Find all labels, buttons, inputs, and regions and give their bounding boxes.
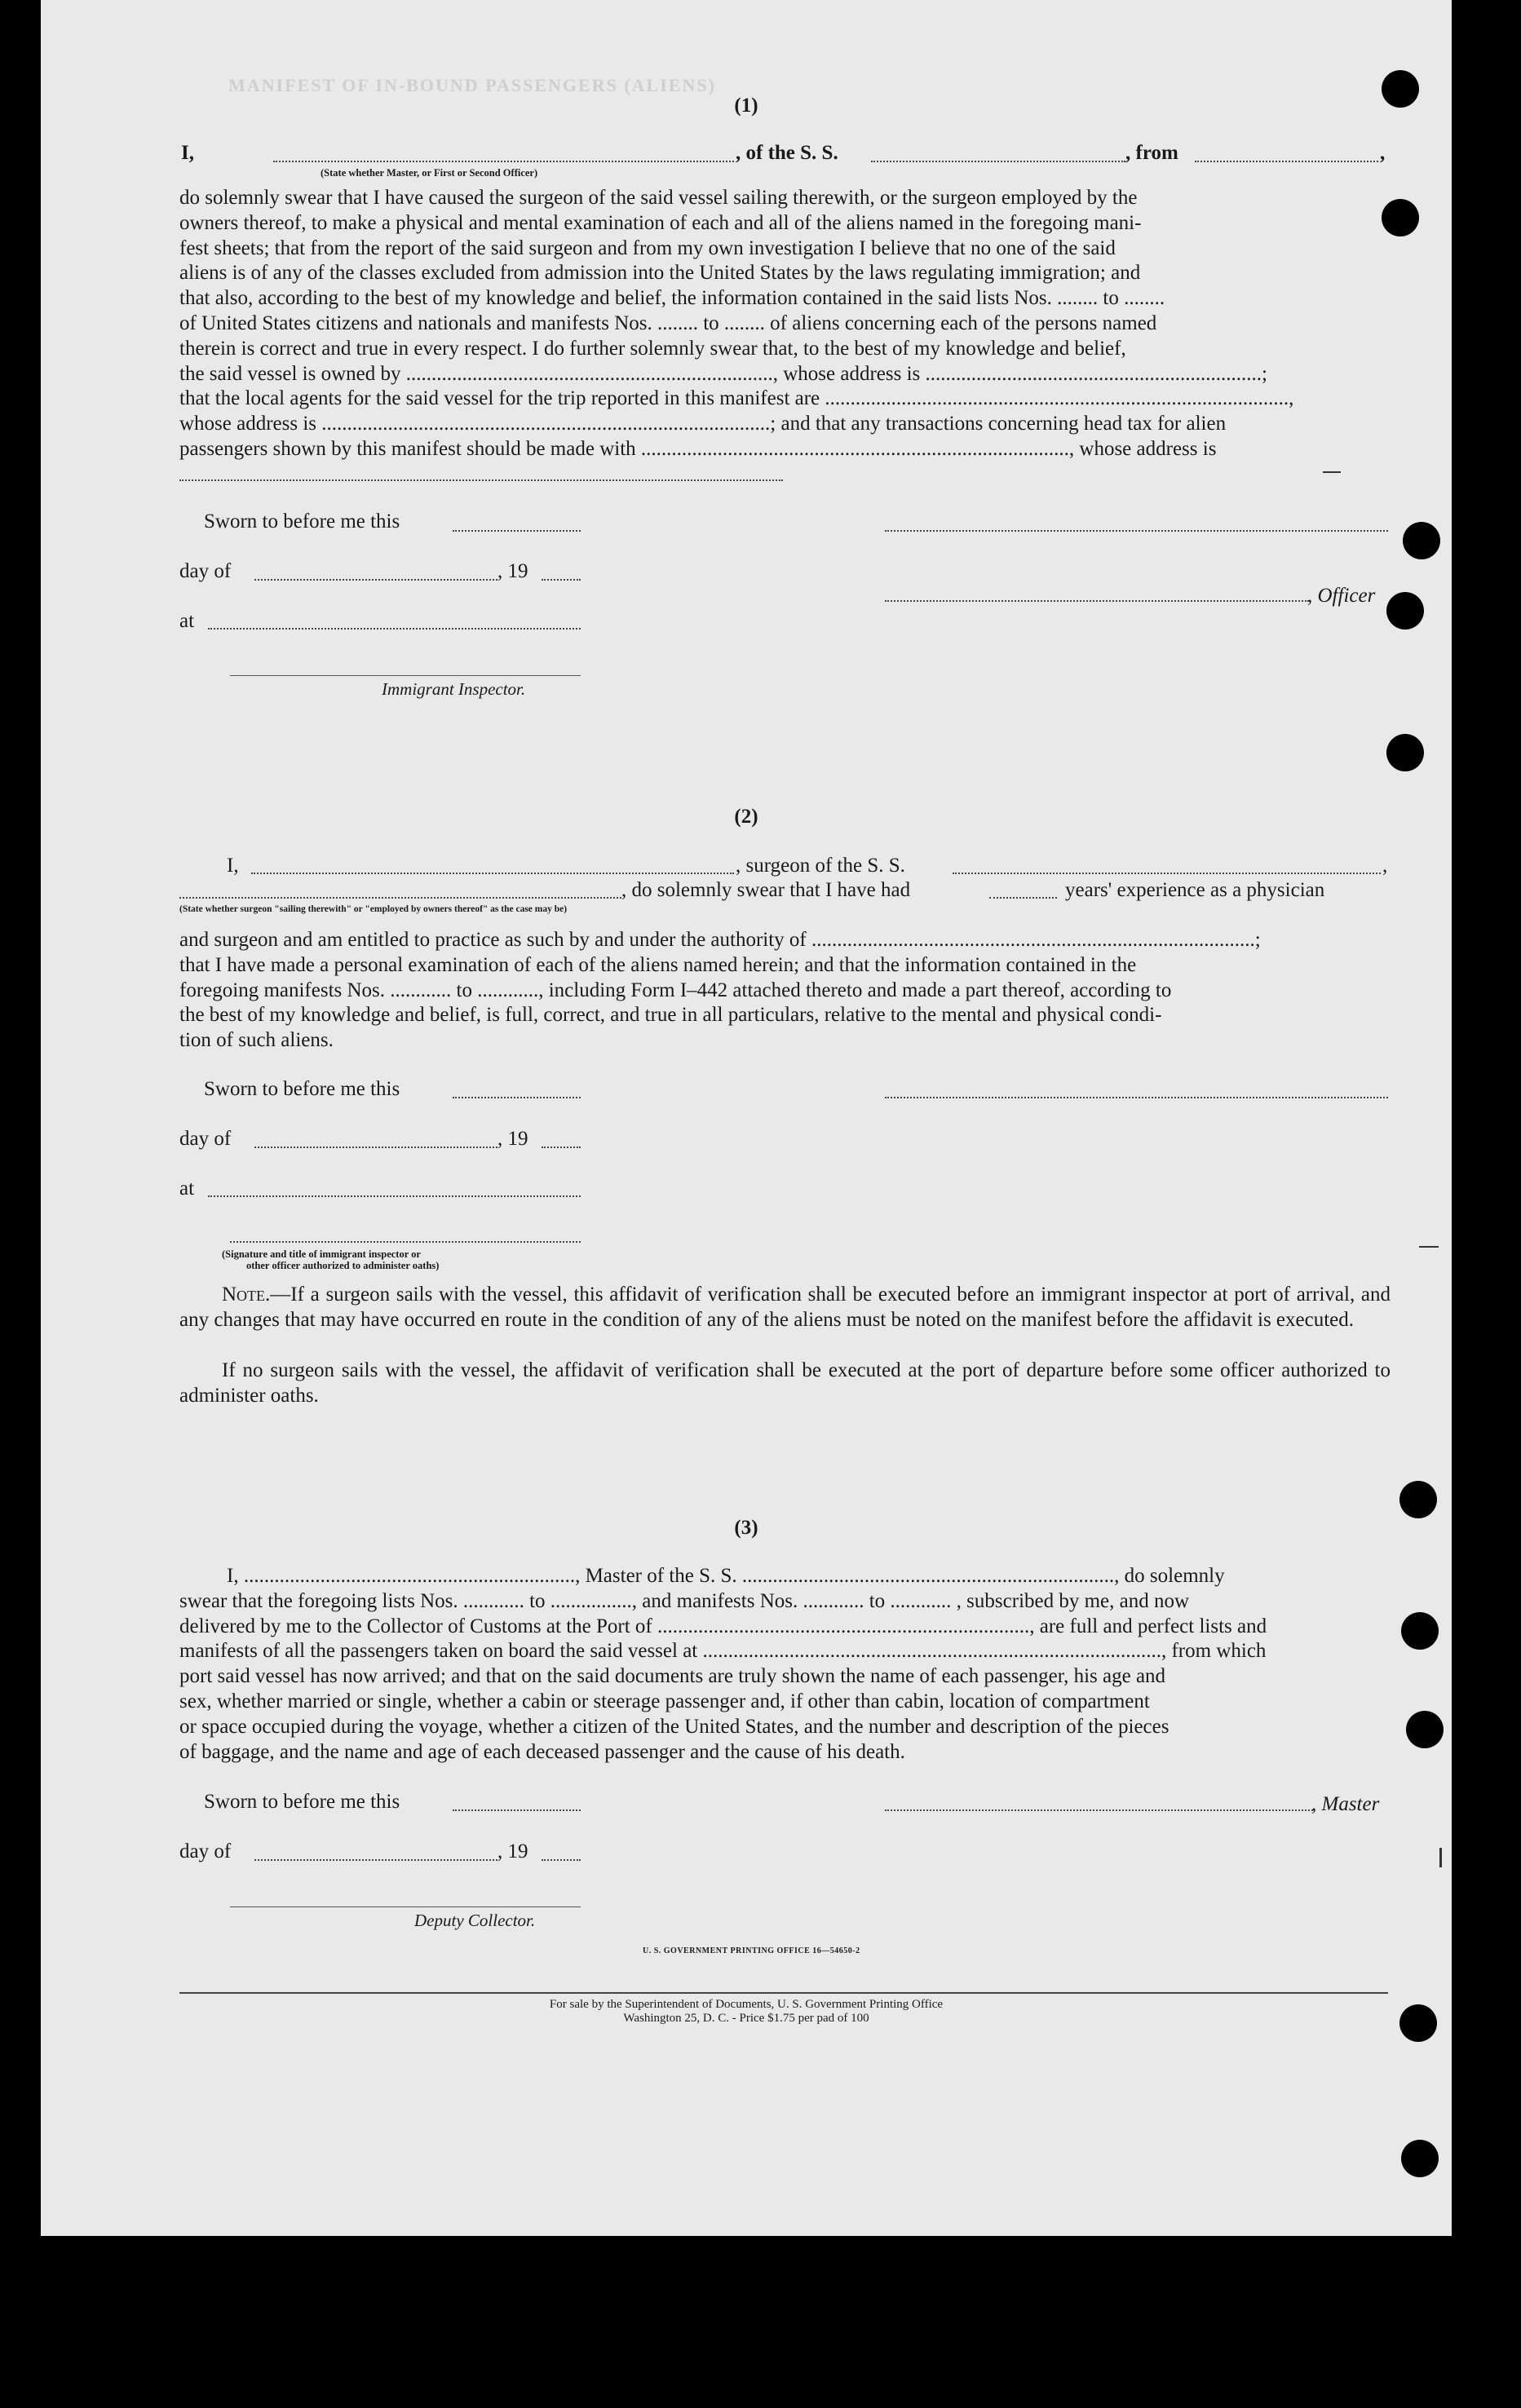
immigrant-inspector-label: Immigrant Inspector. [382,679,526,699]
surgeon-status-note: (State whether surgeon "sailing therewith" or "employed by owners thereof" as the case may be) [179,904,568,914]
year-field-3[interactable] [542,1859,581,1861]
punch-hole [1406,1711,1444,1748]
section-1-line: the said vessel is owned by ........................................................................, whose address is ..................................................................; [179,362,1267,385]
section-3-line: port said vessel has now arrived; and that on the said documents are truly shown the name of each passenger, his age and [179,1665,1166,1688]
punch-hole [1386,734,1424,771]
stray-mark [1323,471,1341,473]
punch-hole [1386,592,1424,630]
sworn-label-2: Sworn to before me this [204,1078,400,1100]
section-2-line1-surgeon: , surgeon of the S. S. [736,855,905,877]
day-of-label-2: day of [179,1128,232,1150]
section-2-paragraph [179,928,1391,1054]
section-1-line: that the local agents for the said vessel for the trip reported in this manifest are ..........................................................................................., [179,387,1294,410]
section-1-line1-end: , [1380,142,1386,164]
section-1-line: of United States citizens and nationals and manifests Nos. ........ to ........ of aliens concerning each of the persons named [179,311,1157,334]
sworn-date-field-3[interactable] [453,1809,581,1811]
surgeon-note [179,1282,1391,1332]
signature-note-line-1: (Signature and title of immigrant inspector or [222,1248,421,1260]
section-2-line: the best of my knowledge and belief, is full, correct, and true in all particulars, relative to the mental and physical condi- [179,1004,1162,1027]
master-label: , Master [1311,1793,1380,1815]
section-1-line1-from: , from [1125,142,1178,164]
master-signature-field[interactable] [885,1809,1313,1811]
section-2-line1-end: , [1382,855,1388,877]
section-2-line: that I have made a personal examination of each of the aliens named herein; and that the information contained in the [179,953,1137,976]
gpo-imprint: U. S. GOVERNMENT PRINTING OFFICE 16—54650-2 [643,1946,860,1955]
year-field-2[interactable] [542,1147,581,1148]
section-1-line: owners thereof, to make a physical and mental examination of each and all of the aliens named in the foregoing mani- [179,211,1142,234]
section-3-line: sex, whether married or single, whether a cabin or steerage passenger and, if other than cabin, location of compartment [179,1690,1150,1712]
section-1-paragraph [179,186,1391,462]
punch-hole [1382,70,1419,108]
year-label-1: , 19 [497,560,528,582]
punch-hole [1403,522,1440,559]
section-1-line: therein is correct and true in every respect. I do further solemnly swear that, to the best of my knowledge and belief, [179,337,1126,360]
officer-signature-field-1[interactable] [885,530,1388,532]
from-port-field[interactable] [1195,161,1378,162]
master-officer-note: (State whether Master, or First or Second Officer) [321,167,538,179]
vessel-name-field[interactable] [871,161,1125,162]
sworn-label-1: Sworn to before me this [204,510,400,532]
section-3-number: (3) [734,1517,758,1539]
section-2-line1-i: I, [227,855,239,877]
section-3-paragraph [179,1564,1391,1765]
section-1-line: aliens is of any of the classes excluded from admission into the United States by the laws regulating immigration; and [179,262,1141,285]
year-label-3: , 19 [497,1840,528,1862]
manifest-back-page [41,0,1452,2236]
month-field-3[interactable] [254,1859,497,1861]
section-1-line1-i: I, [181,142,194,164]
surgeon-name-field[interactable] [251,873,734,874]
address-continuation-field[interactable] [179,479,783,481]
sworn-date-field-1[interactable] [453,530,581,532]
section-2-number: (2) [734,806,758,828]
master-name-field[interactable] [273,161,734,162]
years-experience-field[interactable] [989,897,1057,899]
punch-hole [1399,2004,1437,2042]
punch-hole [1399,1481,1437,1518]
section-3-line: swear that the foregoing lists Nos. ............ to ................, and manifests Nos. ............ to ............ , subscribed by me, and now [179,1589,1190,1612]
deputy-collector-label: Deputy Collector. [414,1911,536,1930]
section-1-line: do solemnly swear that I have caused the surgeon of the said vessel sailing therewith, or the surgeon employed by the [179,187,1138,209]
bottom-right-tick [1439,1848,1442,1867]
at-place-field-1[interactable] [208,628,581,630]
section-2-line2-years: years' experience as a physician [1065,879,1325,901]
section-1-line: fest sheets; that from the report of the said surgeon and from my own investigation I believe that no one of the said [179,236,1116,259]
surgeon-status-field[interactable] [179,897,621,899]
month-field-2[interactable] [254,1147,497,1148]
section-1-number: (1) [734,95,758,117]
officer-label: , Officer [1307,585,1376,607]
year-label-2: , 19 [497,1128,528,1150]
no-surgeon-note [179,1358,1391,1408]
year-field-1[interactable] [542,579,581,581]
at-label-2: at [179,1177,195,1200]
day-of-label-1: day of [179,560,232,582]
at-place-field-2[interactable] [208,1195,581,1197]
inspector-signature-field-2[interactable] [230,1241,581,1243]
note-text: —If a surgeon sails with the vessel, this affidavit of verification shall be executed before an immigrant inspector at port of arrival, and any changes that may have occurred en route in the condition of any of the aliens must be noted on the manifest before the affidavit is executed. [179,1284,1391,1331]
footer-rule [179,1992,1388,1994]
day-of-label-3: day of [179,1840,232,1862]
section-3-line: manifests of all the passengers taken on board the said vessel at .........................................................................................., from which [179,1640,1267,1663]
section-3-line: of baggage, and the name and age of each deceased passenger and the cause of his death. [179,1740,905,1763]
sale-line-2: Washington 25, D. C. - Price $1.75 per pad of 100 [623,2012,869,2025]
at-label-1: at [179,610,195,632]
section-1-line1-of: , of the S. S. [736,142,838,164]
section-2-line: foregoing manifests Nos. ............ to ............, including Form I–442 attached thereto and made a part thereof, according to [179,979,1172,1001]
section-1-line: whose address is ........................................................................................; and that any transactions concerning head tax for alien [179,413,1227,435]
officer-title-field[interactable] [885,600,1309,602]
note-text-2: If no surgeon sails with the vessel, the affidavit of verification shall be executed at the port of departure before some officer authorized to administer oaths. [179,1359,1391,1407]
section-1-line: passengers shown by this manifest should be made with ...................................................................................., whose address is [179,437,1217,460]
surgeon-signature-field[interactable] [885,1097,1388,1098]
surgeon-vessel-field[interactable] [953,873,1381,874]
note-label: Note. [222,1284,271,1306]
section-3-line: or space occupied during the voyage, whether a citizen of the United States, and the number and description of the pieces [179,1715,1169,1738]
section-1-line: that also, according to the best of my knowledge and belief, the information contained in the said lists Nos. ........ to ........ [179,287,1165,310]
sworn-date-field-2[interactable] [453,1097,581,1098]
bleed-through-header: MANIFEST OF IN-BOUND PASSENGERS (ALIENS) [228,75,716,95]
margin-dash [1419,1246,1439,1248]
section-2-line2-swear: , do solemnly swear that I have had [621,879,911,901]
punch-hole [1401,2140,1439,2177]
month-field-1[interactable] [254,579,497,581]
sworn-label-3: Sworn to before me this [204,1791,400,1813]
section-3-line: I, ................................................................., Master of the S. S. ........................................................................., do solemnly [227,1565,1225,1587]
signature-note-line-2: other officer authorized to administer oaths) [246,1260,440,1271]
punch-hole [1382,199,1419,236]
section-2-line: and surgeon and am entitled to practice as such by and under the authority of .......................................................................................; [179,929,1261,951]
section-3-line: delivered by me to the Collector of Customs at the Port of ........................................................................., are full and perfect lists and [179,1615,1267,1637]
inspector-signature-line[interactable] [230,675,581,676]
section-2-line: tion of such aliens. [179,1029,334,1052]
punch-hole [1401,1612,1439,1650]
sale-line-1: For sale by the Superintendent of Documents, U. S. Government Printing Office [549,1998,944,2011]
